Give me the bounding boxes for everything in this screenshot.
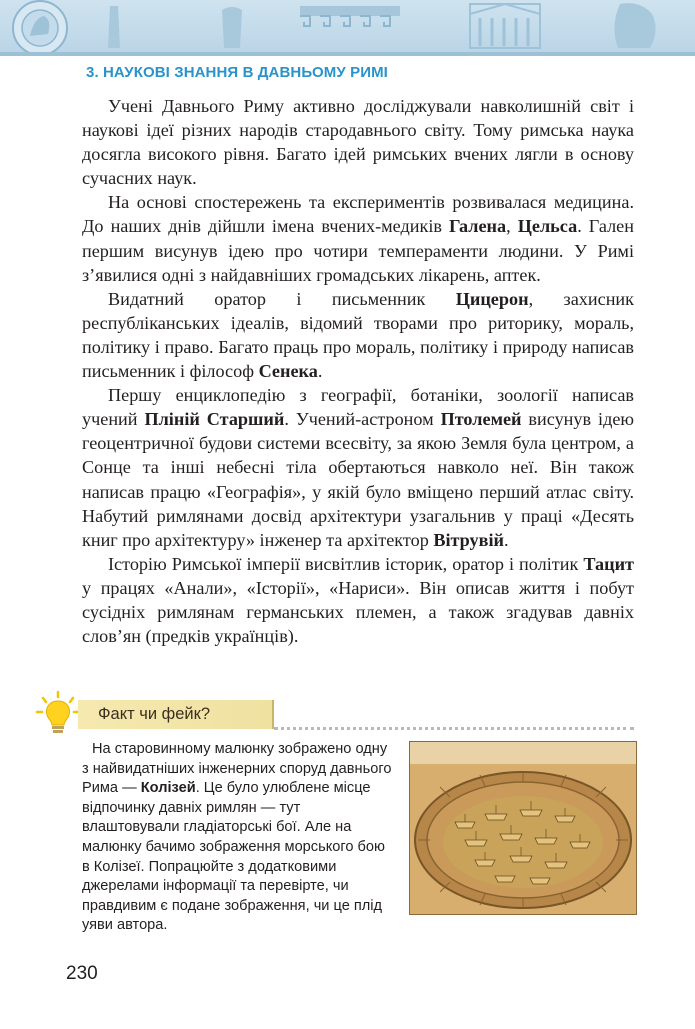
text-run: Історію Римської імперії висвітлив історик, оратор і політик	[108, 553, 584, 574]
colosseum-naval-battle-image	[409, 741, 637, 915]
divider	[274, 727, 634, 730]
text-run: .	[504, 529, 509, 550]
fact-paragraph	[82, 740, 394, 936]
text-run: висунув ідею геоцентричної будови системи всесвіту, за якою Земля була центром, а Сонце та інші небесні тіла обертаються навколо неї. Він також написав працю «Географія», у якій було вміщено перший атлас світу. Набутий римлянами досвід архітектури узагальнив у праці «Десять книг про архітектуру» інженер та архітектор	[82, 409, 634, 550]
text-run: . Це було улюблене місце відпочинку давніх римлян — тут влаштовували гладіаторські бої. Але на малюнку бачимо зображення морського бою в Колізеї. Попрацюйте з додатковими джерелами інформації та перевірте, чи правдивим є подане зображення, чи це плід уяви автора.	[82, 780, 385, 934]
text-run: На основі спостережень та експериментів розвивалася медицина. До наших днів дійшли імена вчених-медиків	[82, 192, 634, 237]
text-run: , захисник республіканських ідеалів, відомий творами про риторику, мораль, політику і право. Багато праць про мораль, політику і природу написав письменник і філософ	[82, 288, 634, 382]
bold-name: Тацит	[583, 553, 634, 574]
text-run: .	[317, 361, 323, 382]
decorative-header	[0, 0, 695, 56]
paragraph	[82, 287, 634, 383]
text-run: Видатний оратор і письменник	[108, 288, 456, 309]
bold-name: Птолемей	[440, 409, 522, 430]
paragraph	[82, 383, 634, 552]
fact-text	[82, 740, 394, 936]
bold-name: Пліній Старший	[144, 409, 285, 430]
text-run: На старовинному малюнку зображено одну з найвидатніших інженерних споруд давнього Рима —	[82, 741, 392, 797]
main-text	[82, 94, 634, 648]
text-run: Першу енциклопедію з географії, ботаніки, зоології написав учений	[82, 385, 634, 430]
bold-name: Колізей	[140, 780, 196, 797]
text-run: . Учений-астроном	[284, 409, 441, 430]
bold-name: Цельса	[517, 216, 578, 237]
text-run: Учені Давнього Риму активно досліджували навколишній світ і наукові ідеї різних народів стародавнього світу. Тому римська наука досягла високого рівня. Багато ідей римських вчених лягли в основу сучасних наук.	[82, 96, 634, 189]
paragraph	[82, 190, 634, 286]
greek-ornament-icon	[0, 0, 695, 56]
page-number: 230	[66, 963, 98, 984]
paragraph	[82, 552, 634, 648]
text-run: . Гален першим висунув ідею про чотири темпераменти людини. У Римі з’явилися одні з найдавніших громадських лікарень, аптек.	[82, 216, 634, 285]
bold-name: Вітрувій	[433, 529, 505, 550]
section-title: 3. НАУКОВІ ЗНАННЯ В ДАВНЬОМУ РИМІ	[86, 64, 388, 81]
fact-or-fake-heading: Факт чи фейк?	[78, 700, 274, 729]
bold-name: Галена	[449, 216, 507, 237]
text-run: у працях «Анали», «Історії», «Нариси». Він описав життя і побут сусідніх римлянам германських племен, а також згадував давніх слов’ян (предків українців).	[82, 577, 634, 647]
bold-name: Цицерон	[455, 288, 529, 309]
paragraph	[82, 94, 634, 190]
text-run: ,	[506, 216, 518, 237]
bold-name: Сенека	[258, 361, 318, 382]
lightbulb-icon	[34, 690, 82, 738]
